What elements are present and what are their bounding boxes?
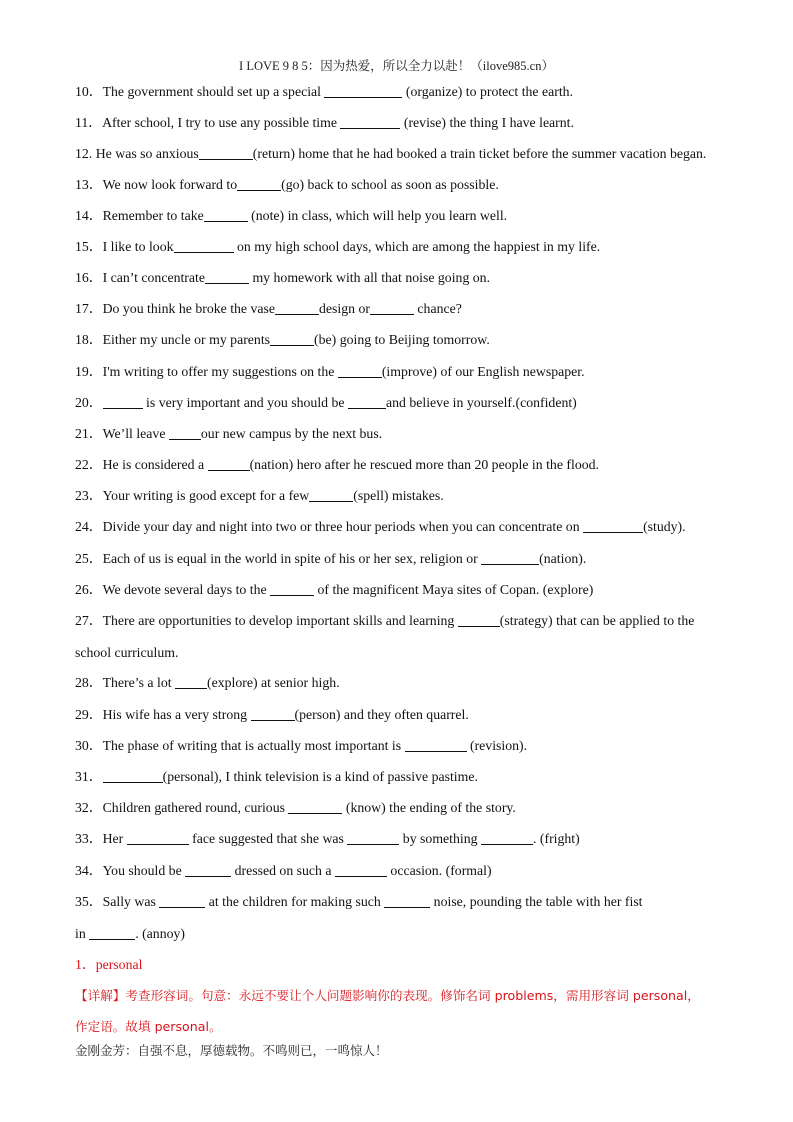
question-19: 19．I'm writing to offer my suggestions on the (improve) of our English newspaper. bbox=[75, 364, 585, 379]
answer-blank bbox=[275, 300, 319, 315]
answer-blank bbox=[370, 300, 414, 315]
answer-blank bbox=[335, 862, 387, 877]
answer-blank bbox=[288, 799, 342, 814]
answer-blank bbox=[127, 830, 189, 845]
question-30: 30．The phase of writing that is actually most important is (revision). bbox=[75, 738, 528, 753]
answer-blank bbox=[309, 487, 353, 502]
answer-blank bbox=[205, 269, 249, 284]
question-17: 17．Do you think he broke the vase design or chance? bbox=[75, 301, 462, 316]
answer-blank bbox=[89, 925, 135, 940]
answer-detail-continued: 作定语。故填 personal。 bbox=[75, 1019, 222, 1034]
question-15: 15．I like to look on my high school days, which are among the happiest in my life. bbox=[75, 239, 601, 254]
question-20: 20． is very important and you should be and believe in yourself.(confident) bbox=[75, 395, 577, 410]
question-34: 34．You should be dressed on such a occasion. (formal) bbox=[75, 863, 492, 878]
page-header: I LOVE 9 8 5：因为热爱，所以全力以赴！（ilove985.cn） bbox=[239, 59, 554, 73]
answer-blank bbox=[458, 612, 500, 627]
answer-blank bbox=[481, 550, 539, 565]
question-21: 21．We’ll leave our new campus by the next bus. bbox=[75, 426, 383, 441]
answer-blank bbox=[103, 394, 143, 409]
question-10: 10．The government should set up a special (organize) to protect the earth. bbox=[75, 84, 574, 99]
question-31: 31． (personal), I think television is a kind of passive pastime. bbox=[75, 769, 478, 784]
question-14: 14．Remember to take (note) in class, which will help you learn well. bbox=[75, 208, 508, 223]
answer-blank bbox=[208, 456, 250, 471]
question-22: 22．He is considered a (nation) hero after he rescued more than 20 people in the flood. bbox=[75, 457, 599, 472]
answer-blank bbox=[270, 581, 314, 596]
answer-blank bbox=[270, 331, 314, 346]
page-footer: 金刚金芳：自强不息，厚德载物。不鸣则已，一鸣惊人！ bbox=[75, 1044, 388, 1058]
question-26: 26．We devote several days to the of the magnificent Maya sites of Copan. (explore) bbox=[75, 582, 594, 597]
answer-blank bbox=[481, 830, 533, 845]
answer-blank bbox=[103, 768, 163, 783]
question-27-continued: school curriculum. bbox=[75, 645, 179, 660]
question-28: 28．There’s a lot (explore) at senior high. bbox=[75, 675, 340, 690]
answer-blank bbox=[199, 145, 253, 160]
question-13: 13．We now look forward to (go) back to school as soon as possible. bbox=[75, 177, 499, 192]
answer-blank bbox=[204, 207, 248, 222]
answer-blank bbox=[185, 862, 231, 877]
question-12: 12. He was so anxious (return) home that he had booked a train ticket before the summer vacation began. bbox=[75, 146, 707, 161]
answer-blank bbox=[324, 83, 402, 98]
question-33: 33．Her face suggested that she was by something . (fright) bbox=[75, 831, 580, 846]
answer-blank bbox=[348, 394, 386, 409]
question-16: 16．I can’t concentrate my homework with all that noise going on. bbox=[75, 270, 491, 285]
question-23: 23．Your writing is good except for a few (spell) mistakes. bbox=[75, 488, 444, 503]
question-25: 25．Each of us is equal in the world in spite of his or her sex, religion or (nation). bbox=[75, 551, 587, 566]
answer-blank bbox=[251, 706, 295, 721]
question-35: 35．Sally was at the children for making such noise, pounding the table with her fist bbox=[75, 894, 643, 909]
answer-blank bbox=[405, 737, 467, 752]
answer-detail: 【详解】考查形容词。句意：永远不要让个人问题影响你的表现。修饰名词 problems，需用形容词 personal， bbox=[75, 988, 700, 1003]
answer-blank bbox=[338, 363, 382, 378]
detail-tag: 【详解】 bbox=[75, 988, 126, 1003]
answer-blank bbox=[237, 176, 281, 191]
answer-blank bbox=[174, 238, 234, 253]
question-35-continued: in . (annoy) bbox=[75, 926, 185, 941]
answer-blank bbox=[583, 518, 643, 533]
question-27: 27．There are opportunities to develop important skills and learning (strategy) that can be applied to the bbox=[75, 613, 695, 628]
question-29: 29．His wife has a very strong (person) and they often quarrel. bbox=[75, 707, 469, 722]
answer-blank bbox=[169, 425, 201, 440]
answer-blank bbox=[384, 893, 430, 908]
answer-blank bbox=[159, 893, 205, 908]
question-18: 18．Either my uncle or my parents (be) going to Beijing tomorrow. bbox=[75, 332, 490, 347]
answer-blank bbox=[347, 830, 399, 845]
answer-number: 1．personal bbox=[75, 957, 143, 972]
question-11: 11．After school, I try to use any possible time (revise) the thing I have learnt. bbox=[75, 115, 574, 130]
question-24: 24．Divide your day and night into two or three hour periods when you can concentrate on (study). bbox=[75, 519, 686, 534]
answer-blank bbox=[175, 674, 207, 689]
question-32: 32．Children gathered round, curious (know) the ending of the story. bbox=[75, 800, 516, 815]
answer-blank bbox=[340, 114, 400, 129]
